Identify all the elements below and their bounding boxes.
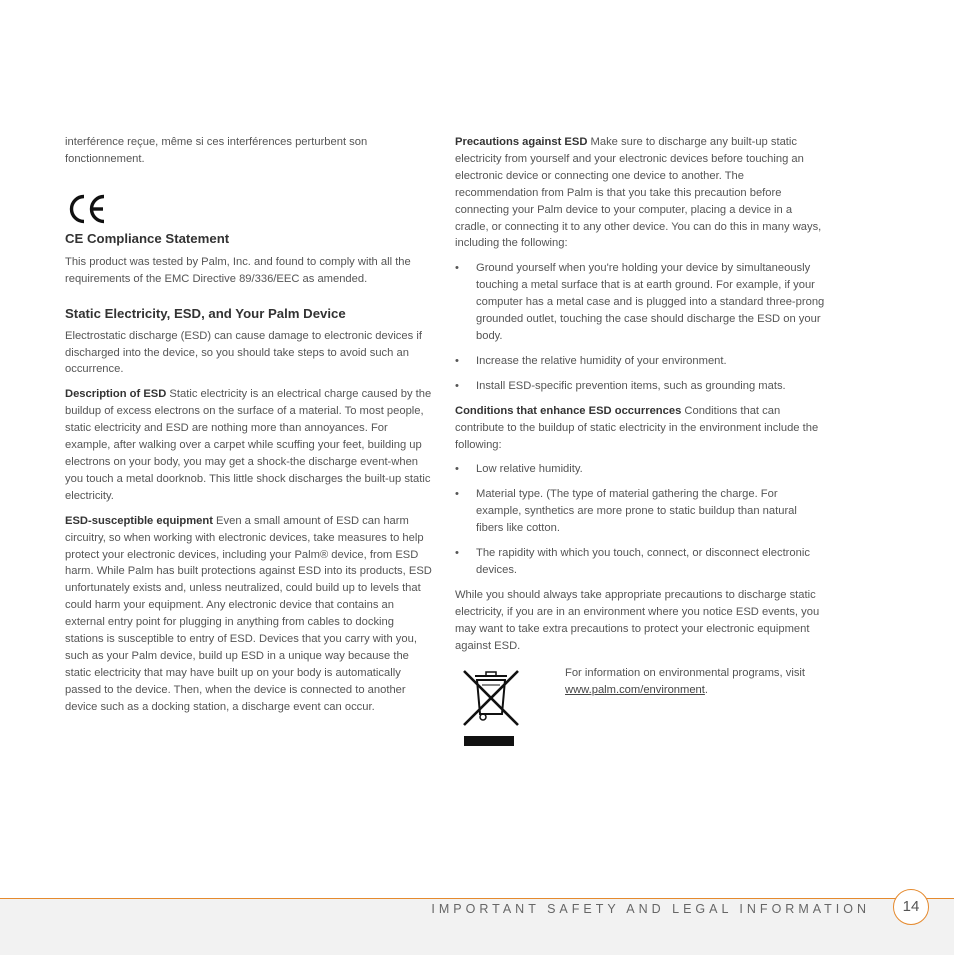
list-item: • The rapidity with which you touch, connect, or disconnect electronic devices. <box>455 547 810 576</box>
bullet-marker: • <box>455 379 459 392</box>
environment-link[interactable]: www.palm.com/environment <box>565 684 705 697</box>
esd-description-paragraph <box>65 386 433 504</box>
ce-compliance-heading: CE Compliance Statement <box>65 230 230 246</box>
environment-block <box>455 665 825 765</box>
crossed-out-wheelie-bin-icon <box>461 668 521 748</box>
conditions-paragraph <box>455 403 825 454</box>
conditions-lead: Conditions that enhance ESD occurrences <box>455 404 682 417</box>
bullet-marker: • <box>455 354 459 367</box>
esd-equipment-text: Even a small amount of ESD can harm circuitry, so when working with electronic devices, take measures to help protect your electronic devices, including your Palm® device, from ESD harm. While Palm has built protections against ESD into its products, ESD unfortunately exists and, unless neutralized, could build up to levels that could harm your equipment. Any electronic device that contains an external entry point for plugging in anything from cables to docking stations is susceptible to entry of ESD. Devices that you carry with you, such as your Palm device, build up ESD in a unique way because the static electricity that may have built up on your body is automatically passed to the device. Then, when the device is connected to another device such as a docking station, a discharge event can occur. <box>65 514 432 713</box>
conditions-text: Conditions that can contribute to the buildup of static electricity in the environment include the following: <box>455 404 819 451</box>
closing-paragraph: While you should always take appropriate precautions to discharge static electricity, if you are in an environment where you notice ESD events, you may want to take extra precautions to protect your electronic equipment against ESD. <box>455 588 820 652</box>
page-footer <box>0 898 954 955</box>
list-item: • Low relative humidity. <box>455 461 825 478</box>
right-column <box>455 134 825 765</box>
bullet-marker: • <box>455 262 459 275</box>
bullet-marker: • <box>455 463 459 476</box>
precautions-paragraph <box>455 134 825 252</box>
list-item: • Ground yourself when you're holding your device by simultaneously touching a metal surface that is at earth ground. For example, if your computer has a metal case and is plugged into a standard three-prong grounded outlet, touching the case should discharge the ESD on your body. <box>455 262 825 342</box>
esd-equipment-lead: ESD-susceptible equipment <box>65 514 213 527</box>
list-item: • Increase the relative humidity of your environment. <box>455 353 825 370</box>
esd-description-text: Static electricity is an electrical charge caused by the buildup of excess electrons on the surface of a material. To most people, static electricity and ESD are nothing more than annoyances. For example, after walking over a carpet while scuffing your feet, building up electrons on your body, you may get a shock-the discharge event-when you touch a metal doorknob. This little shock discharges the built-up static electricity. <box>65 388 432 502</box>
esd-description-lead: Description of ESD <box>65 388 167 401</box>
ce-mark-icon <box>67 193 109 225</box>
ce-compliance-text: This product was tested by Palm, Inc. and found to comply with all the requirements of the EMC Directive 89/336/EEC as amended. <box>65 255 411 285</box>
precautions-list <box>455 260 825 394</box>
esd-heading: Static Electricity, ESD, and Your Palm Device <box>65 305 346 321</box>
intro-text: interférence reçue, même si ces interférences perturbent son fonctionnement. <box>65 136 368 165</box>
left-column <box>65 134 433 724</box>
bullet-marker: • <box>455 547 459 560</box>
bullet-marker: • <box>455 488 459 501</box>
list-item: • Install ESD-specific prevention items, such as grounding mats. <box>455 378 825 395</box>
precautions-text: Make sure to discharge any built-up static electricity from yourself and your electronic devices before touching an electronic device or connecting one device to another. The recommendation from Palm is that you take this precaution before connecting your Palm device to your computer, placing a device in a cradle, or connecting it to any other device. You can do this in many ways, including the following: <box>455 136 822 250</box>
list-item: • Material type. (The type of material gathering the charge. For example, synthetics are more prone to static buildup than natural fibers like cotton. <box>455 488 797 535</box>
page-number-badge: 14 <box>893 889 929 925</box>
footer-section-label: IMPORTANT SAFETY AND LEGAL INFORMATION <box>431 902 870 916</box>
conditions-list <box>455 461 825 578</box>
environment-info: For information on environmental programs, visit www.palm.com/environment. <box>565 667 806 697</box>
esd-intro-text: Electrostatic discharge (ESD) can cause damage to electronic devices if discharged into the device, so you should take steps to avoid such an occurrence. <box>65 329 422 376</box>
precautions-lead: Precautions against ESD <box>455 136 588 148</box>
esd-equipment-paragraph <box>65 513 433 716</box>
